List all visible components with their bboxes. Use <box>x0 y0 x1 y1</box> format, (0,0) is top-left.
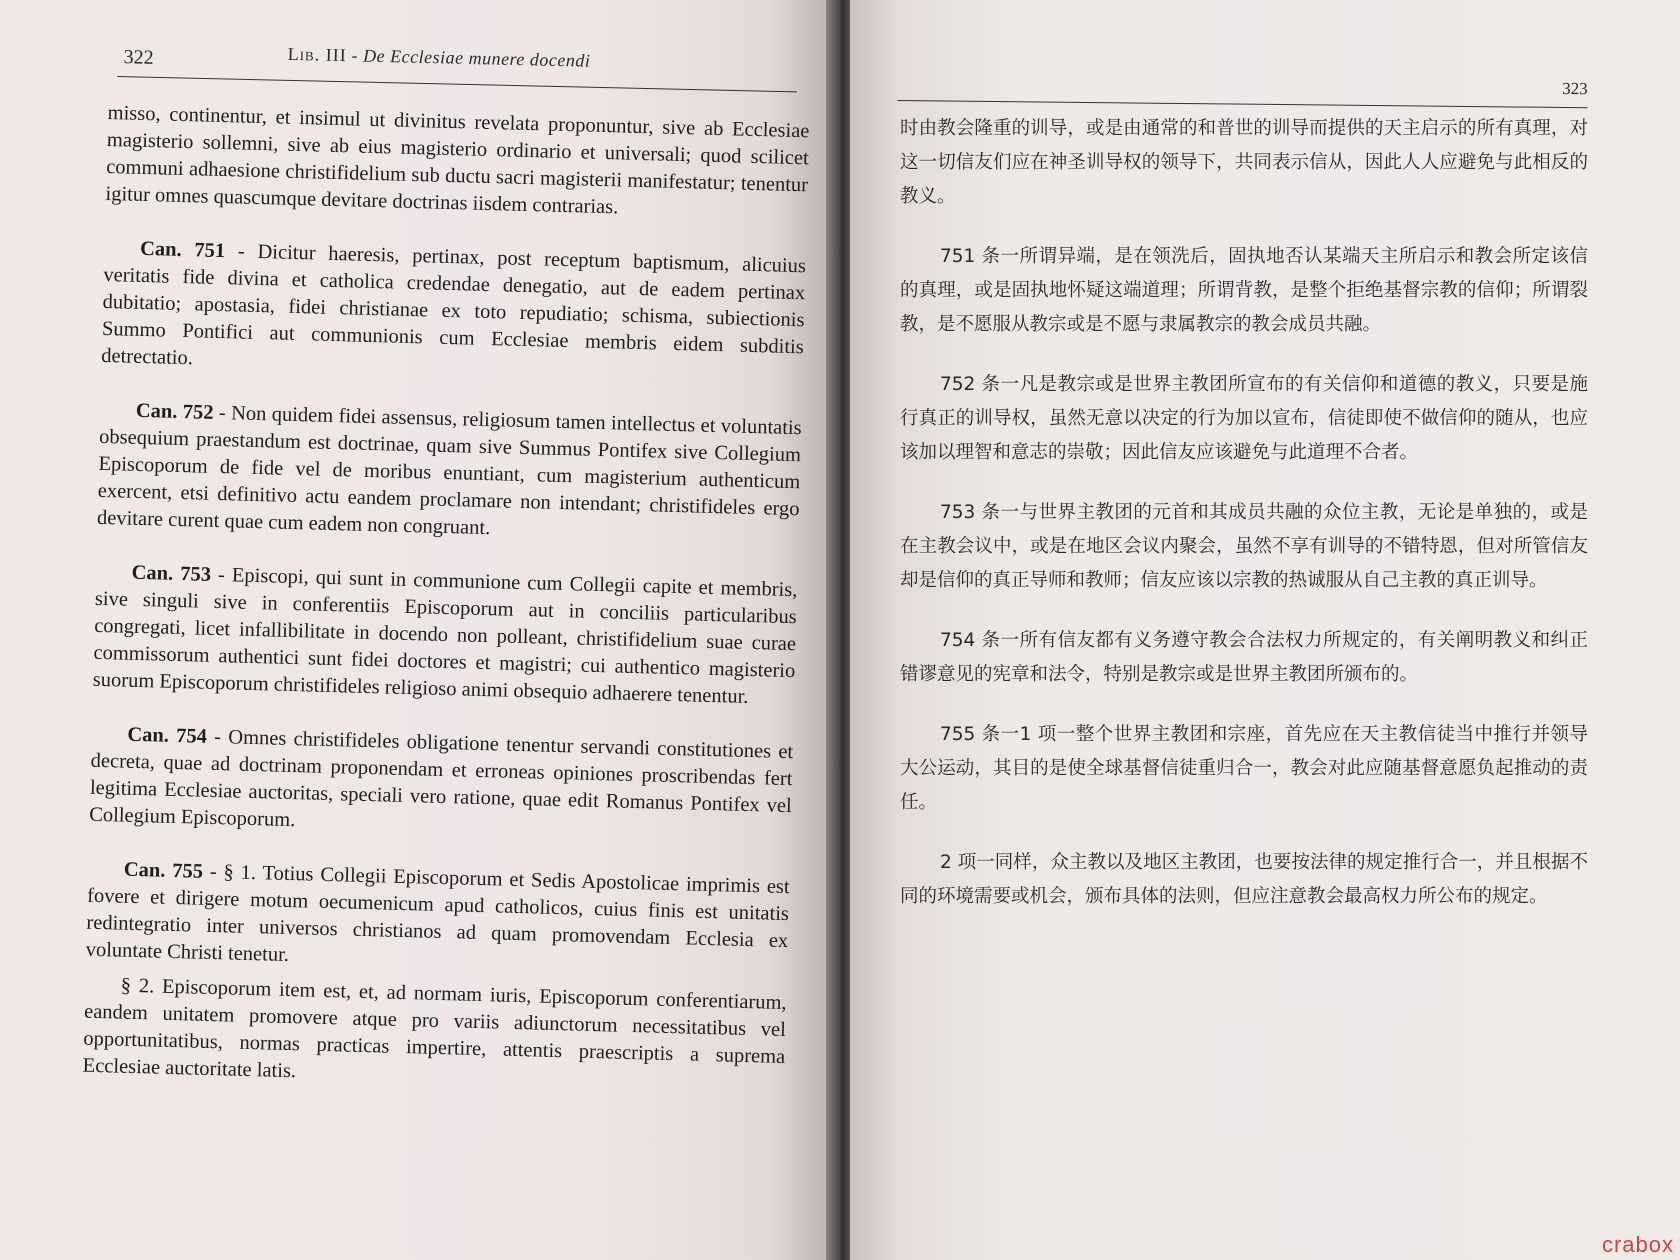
chinese-paragraph-continuation: 时由教会隆重的训导，或是由通常的和普世的训导而提供的天主启示的所有真理，对这一切信友们应在神圣训导权的领导下，共同表示信从，因此人人应避免与此相反的教义。 <box>900 118 1588 207</box>
chinese-canon-755-s2: 2 项一同样，众主教以及地区主教团，也要按法律的规定推行合一，并且根据不同的环境需要或机会，颁布具体的法则，但应注意教会最高权力所公布的规定。 <box>900 852 1588 907</box>
latin-canon-751 <box>101 235 806 388</box>
running-head <box>287 44 590 72</box>
canon-label: Can. 752 <box>135 399 214 424</box>
left-page-header <box>117 40 798 92</box>
latin-canon-755-s2 <box>82 972 787 1098</box>
chinese-canon-753: 753 条一与世界主教团的元首和其成员共融的众位主教，无论是单独的，或是在主教会议中，或是在地区会议内聚会，虽然不享有训导的不错特恩，但对所管信友却是信仰的真正导师和教师；信友应该以宗教的热诚服从自己主教的真正训导。 <box>900 502 1588 591</box>
right-page-header <box>898 60 1588 108</box>
canon-label: Can. 753 <box>131 561 212 586</box>
latin-canon-752 <box>97 397 802 550</box>
chinese-canon-755-s1: 755 条一1 项一整个世界主教团和宗座，首先应在天主教信徒当中推行并领导大公运动，其目的是使全球基督信徒重归合一，教会对此应随基督意愿负起推动的责任。 <box>900 724 1588 813</box>
left-page-number: 322 <box>123 46 154 69</box>
canon-text: - Episcopi, qui sunt in communione cum Collegii capite et membris, sive singuli sive in conferentiis Episcoporum aut in conciliis particularibus congregati, licet infallibilitate in docendo non polleant, christifidelium suae curae commissorum authentici sunt fidei doctores et magistri; cui authentico magisterio suorum Episcoporum christifideles religioso animi obsequio adhaerere tenentur. <box>92 563 798 708</box>
chinese-canon-752: 752 条一凡是教宗或是世界主教团所宣布的有关信仰和道德的教义，只要是施行真正的训导权，虽然无意以决定的行为加以宣布，信徒即使不做信仰的随从，也应该加以理智和意志的崇敬；因此信友应该避免与此道理不合者。 <box>900 374 1588 463</box>
canon-text: - Omnes christifideles obligatione tenentur servandi constitutiones et decreta, quae ad doctrinam proponendam et erroneas opiniones proscribendas fert legitima Ecclesiae auctoritas, speciali vero ratione, quae edit Romanus Pontifex vel Collegium Episcoporum. <box>88 725 794 832</box>
chinese-canon-751: 751 条一所谓异端，是在领洗后，固执地否认某端天主所启示和教会所定该信的真理，或是固执地怀疑这端道理；所谓背教，是整个拒绝基督宗教的信仰；所谓裂教，是不愿服从教宗或是不愿与隶属教宗的教会成员共融。 <box>900 246 1588 335</box>
right-page-number: 323 <box>1562 78 1588 99</box>
canon-label: Can. 751 <box>139 237 226 263</box>
running-head-book: Lib. III <box>287 43 347 66</box>
canon-text: misso, continentur, et insimul ut divinitus revelata proponuntur, sive ab Ecclesiae magisterio sollemni, sive ab eius magisterio ordinario et universali; quod scilicet communi adhaesione christifidelium sub ductu sacri magisterii manifestatur; tenentur igitur omnes quascumque devitare doctrinas iisdem contrarias. <box>105 101 810 219</box>
running-head-title: De Ecclesiae munere docendi <box>362 45 591 71</box>
watermark: crabox <box>1601 1232 1674 1257</box>
latin-text-body <box>82 100 810 1125</box>
canon-text: - Dicitur haeresis, pertinax, post receptum baptismum, alicuius veritatis fide divina et catholica credendae denegatio, aut de eadem pertinax dubitatio; apostasia, fidei christianae ex toto repudiatio; schisma, subiectionis Summo Pontifici aut communionis cum Ecclesiae membris eidem subditis detrectatio. <box>101 240 807 370</box>
chinese-text-body <box>900 112 1588 940</box>
chinese-canon-754: 754 条一所有信友都有义务遵守教会合法权力所规定的，有关阐明教义和纠正错谬意见的宪章和法令，特别是教宗或是世界主教团所颁布的。 <box>900 630 1588 685</box>
right-page <box>850 0 1680 1260</box>
left-page <box>0 0 835 1260</box>
latin-canon-755-s1 <box>85 856 790 982</box>
canon-text: - § 1. Totius Collegii Episcoporum et Sedis Apostolicae imprimis est fovere et dirigere motum oecumenicum apud catholicos, cuius finis est unitatis redintegratio inter universos christianos ad quam promovendam Ecclesia ex voluntate Christi tenetur. <box>85 860 790 967</box>
running-head-separator: - <box>346 45 364 66</box>
latin-canon-753 <box>92 559 797 712</box>
latin-paragraph-continuation <box>105 100 810 226</box>
canon-label: Can. 755 <box>123 858 204 883</box>
canon-text: - Non quidem fidei assensus, religiosum tamen intellectus et voluntatis obsequium praestandum est doctrinae, quam sive Summus Pontifex sive Collegium Episcoporum de fide vel de moribus enuntiant, cum magisterium authenticum exercent, etsi definitivo actu eandem proclamare non intendant; christifideles ergo devitare curent quae cum eadem non congruant. <box>96 401 802 540</box>
canon-label: Can. 754 <box>127 723 208 748</box>
canon-text: § 2. Episcoporum item est, et, ad normam iuris, Episcoporum conferentiarum, eandem unitatem promovere atque pro variis adiunctorum necessitatibus vel opportunitatibus, normas practicas impertire, attentis praescriptis a suprema Ecclesiae auctoritate latis. <box>82 974 787 1083</box>
latin-canon-754 <box>89 721 794 847</box>
